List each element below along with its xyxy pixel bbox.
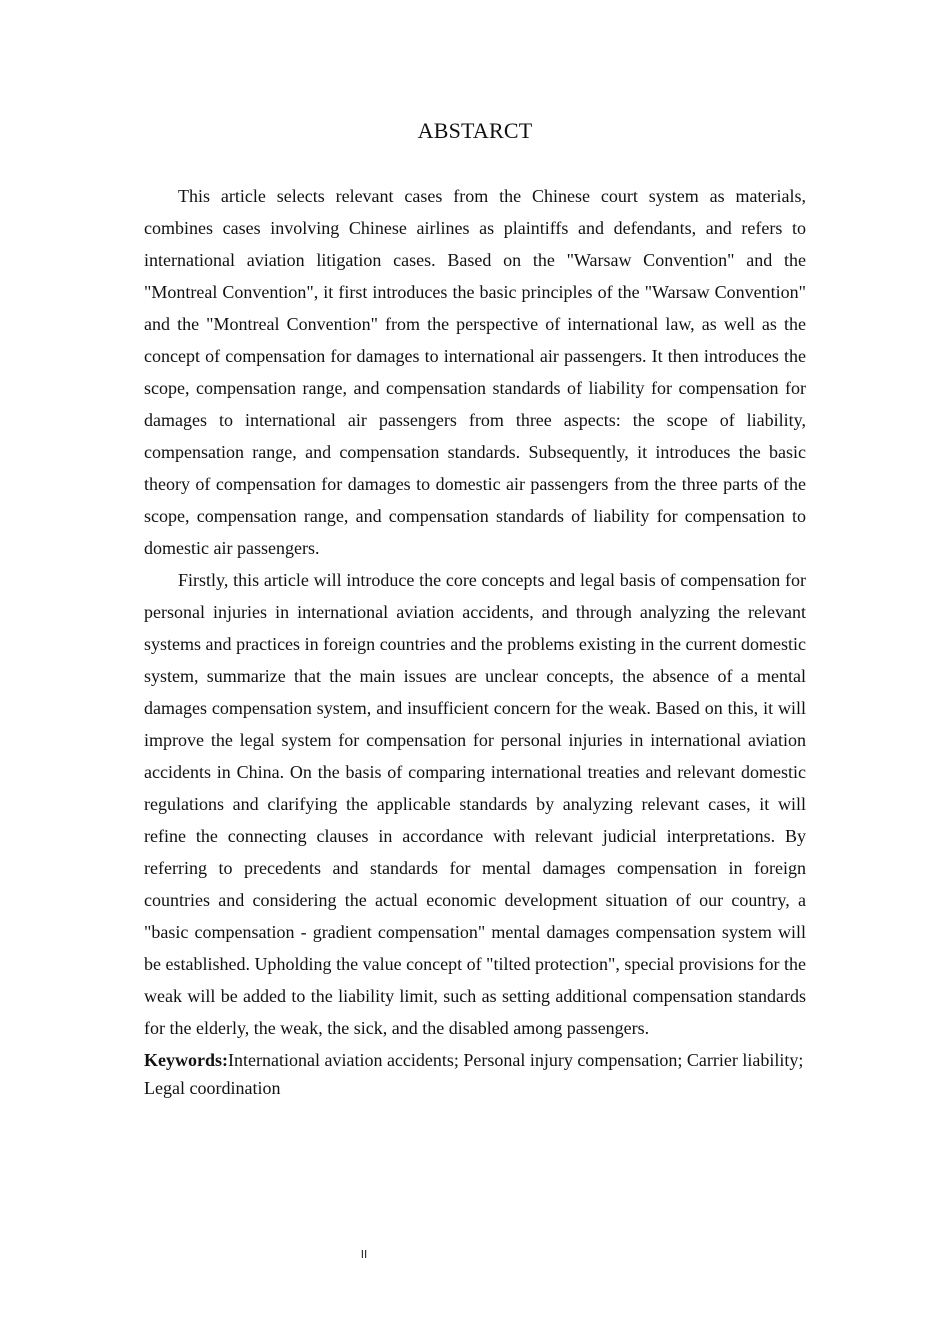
page-number: II [360,1248,368,1261]
abstract-body [144,180,806,1102]
keywords-label: Keywords: [144,1050,228,1070]
abstract-paragraph-2: Firstly, this article will introduce the core concepts and legal basis of compensation for personal injuries in international aviation accidents, and through analyzing the relevant systems and practices in foreign countries and the problems existing in the current domestic system, summarize that the main issues are unclear concepts, the absence of a mental damages compensation system, and insufficient concern for the weak. Based on this, it will improve the legal system for compensation for personal injuries in international aviation accidents in China. On the basis of comparing international treaties and relevant domestic regulations and clarifying the applicable standards by analyzing relevant cases, it will refine the connecting clauses in accordance with relevant judicial interpretations. By referring to precedents and standards for mental damages compensation in foreign countries and considering the actual economic development situation of our country, a "basic compensation - gradient compensation" mental damages compensation system will be established. Upholding the value concept of "tilted protection", special provisions for the weak will be added to the liability limit, such as setting additional compensation standards for the elderly, the weak, the sick, and the disabled among passengers. [144,570,806,1038]
abstract-title: ABSTARCT [417,118,533,143]
keywords-text: International aviation accidents; Personal injury compensation; Carrier liability; Legal coordination [144,1050,804,1098]
keywords-line [144,1046,806,1102]
abstract-paragraph-1: This article selects relevant cases from the Chinese court system as materials, combines cases involving Chinese airlines as plaintiffs and defendants, and refers to international aviation litigation cases. Based on the "Warsaw Convention" and the "Montreal Convention", it first introduces the basic principles of the "Warsaw Convention" and the "Montreal Convention" from the perspective of international law, as well as the concept of compensation for damages to international air passengers. It then introduces the scope, compensation range, and compensation standards of liability for compensation for damages to international air passengers from three aspects: the scope of liability, compensation range, and compensation standards. Subsequently, it introduces the basic theory of compensation for damages to domestic air passengers from the three parts of the scope, compensation range, and compensation standards of liability for compensation to domestic air passengers. [144,186,806,558]
